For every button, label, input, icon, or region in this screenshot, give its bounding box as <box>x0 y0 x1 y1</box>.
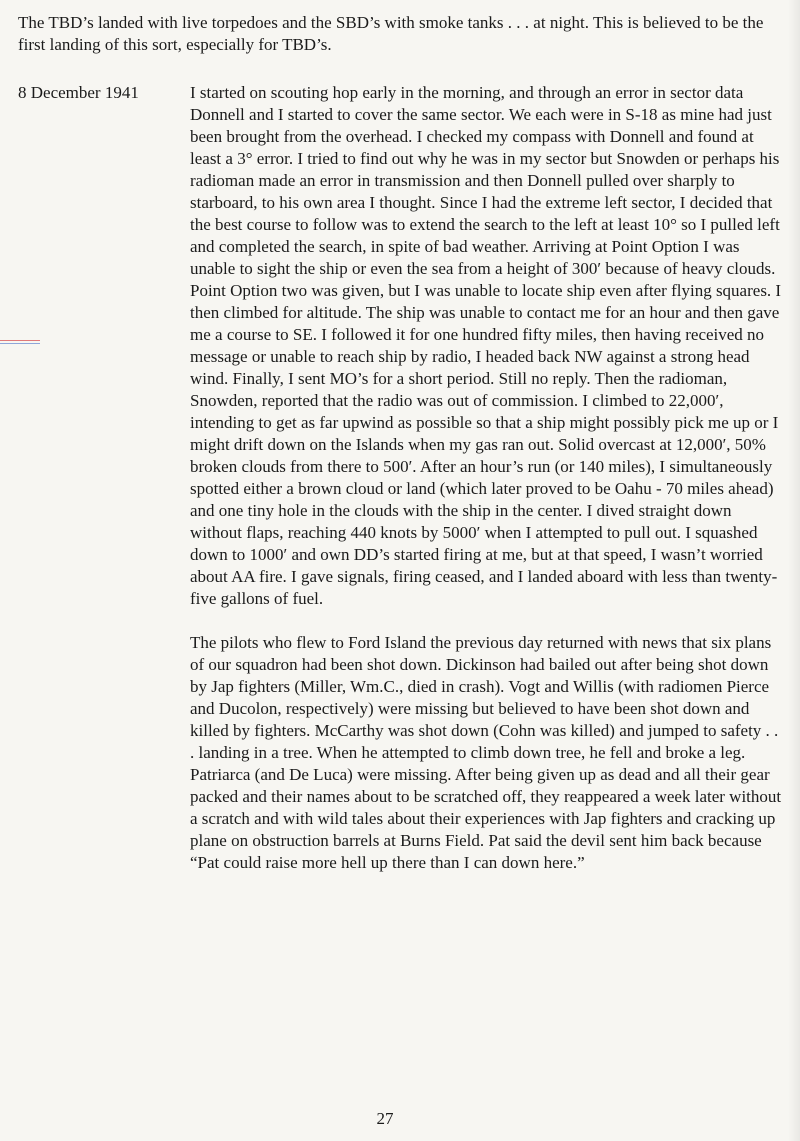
intro-paragraph: The TBD’s landed with live torpedoes and the SBD’s with smoke tanks . . . at night. This is believed to be the first landing of this sort, especially for TBD’s. <box>18 13 764 54</box>
page-edge-shadow <box>788 0 800 1141</box>
margin-mark <box>0 340 40 344</box>
page-number: 27 <box>376 1109 394 1128</box>
margin-mark-blue-line <box>0 343 40 344</box>
entry-body <box>190 82 785 874</box>
entry-paragraph: I started on scouting hop early in the morning, and through an error in sector data Donnell and I started to cover the same sector. We each were in S-18 as mine had just been brought from the overhead. I checked my compass with Donnell and found at least a 3° error. I tried to find out why he was in my sector but Snowden or perhaps his radioman made an error in transmission and then Donnell pulled over sharply to starboard, to his own area I thought. Since I had the extreme left sector, I decided that the best course to follow was to extend the search to the left at least 10° so I pulled left and completed the search, in spite of bad weather. Arriving at Point Option I was unable to sight the ship or even the sea from a height of 300′ because of heavy clouds. Point Option two was given, but I was unable to locate ship even after flying squares. I then climbed for altitude. The ship was unable to contact me for an hour and then gave me a course to SE. I followed it for one hundred fifty miles, then having received no message or unable to reach ship by radio, I headed back NW against a strong head wind. Finally, I sent MO’s for a short period. Still no reply. Then the radioman, Snowden, reported that the radio was out of commission. I climbed to 22,000′, intending to get as far upwind as possible so that a ship might possibly pick me up or I might drift down on the Islands when my gas ran out. Solid overcast at 12,000′, 50% broken clouds from there to 500′. After an hour’s run (or 140 miles), I simultaneously spotted either a brown cloud or land (which later proved to be Oahu - 70 miles ahead) and one tiny hole in the clouds with the ship in the center. I dived straight down without flaps, reaching 440 knots by 5000′ when I attempted to pull out. I squashed down to 1000′ and own DD’s started firing at me, but at that speed, I wasn’t worried about AA fire. I gave signals, firing ceased, and I landed aboard with less than twenty-five gallons of fuel. <box>190 83 782 608</box>
entry-paragraph: The pilots who flew to Ford Island the previous day returned with news that six plans of our squadron had been shot down. Dickinson had bailed out after being shot down by Jap fighters (Miller, Wm.C., died in crash). Vogt and Willis (with radiomen Pierce and Ducolon, respectively) were missing but believed to have been shot down and killed by fighters. McCarthy was shot down (Cohn was killed) and jumped to safety . . . landing in a tree. When he attempted to climb down tree, he fell and broke a leg. Patriarca (and De Luca) were missing. After being given up as dead and all their gear packed and their names about to be scratched off, they reappeared a week later without a scratch and with wild tales about their experiences with Jap fighters and cracking up plane on obstruction barrels at Burns Field. Pat said the devil sent him back because “Pat could raise more hell up there than I can down here.” <box>190 633 782 872</box>
entry-date: 8 December 1941 <box>18 83 139 102</box>
